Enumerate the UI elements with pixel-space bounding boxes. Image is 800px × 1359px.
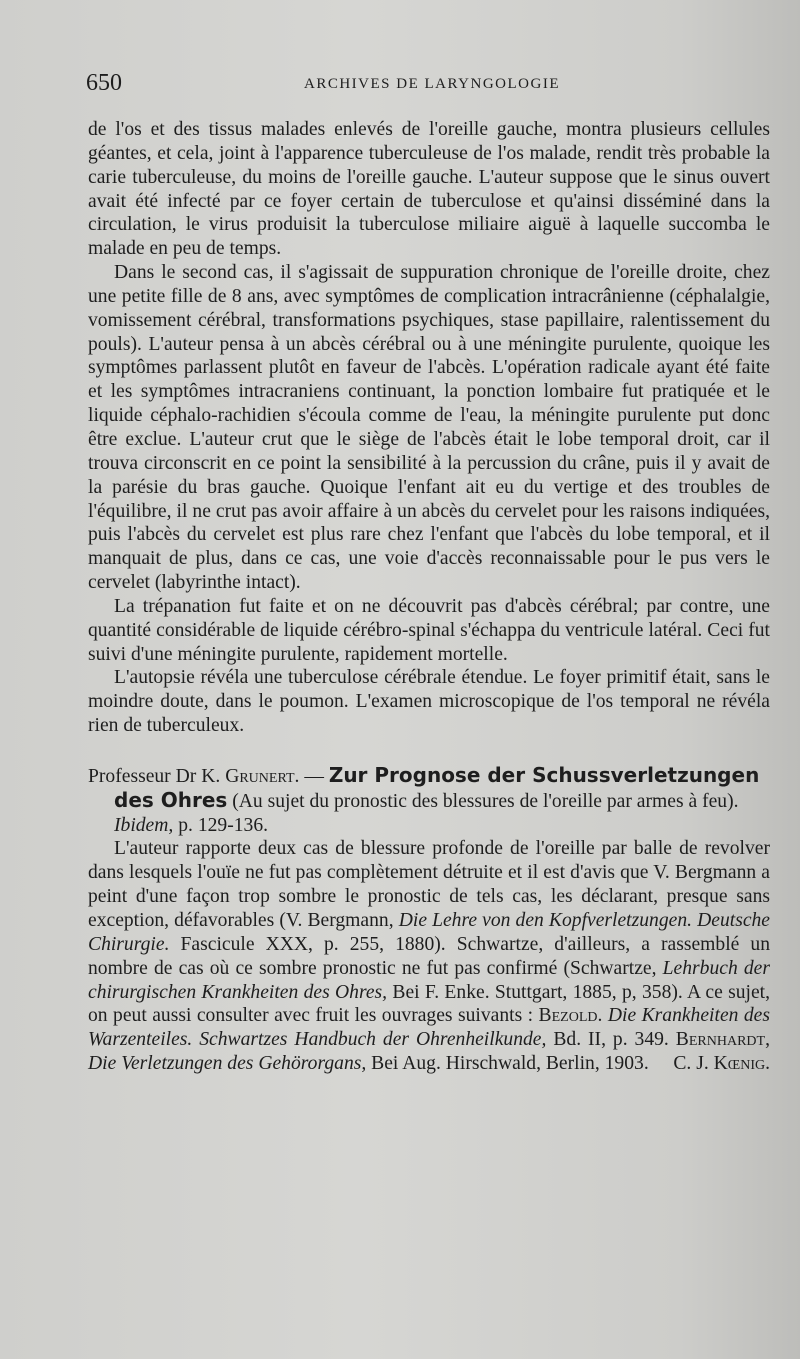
summary-text: L'auteur rapporte deux cas de blessure profonde de l'oreille par balle de revolver dans lesquels l'ouïe ne fut pas complètement détruite et il est d'avis que V. Bergmann a peint d'une façon trop sombre le pronostic de tels cas, les déclarant, presque sans exception, défavorables (V. Bergmann, (88, 838, 770, 931)
running-title: ARCHIVES DE LARYNGOLOGIE (304, 76, 560, 92)
reference-1-title: Die Lehre von den Kopfverletzungen. Deutsche Chirurgie. (88, 910, 771, 955)
article-source: Ibidem, (114, 814, 174, 836)
heading-dash: — (304, 765, 324, 787)
author-name: Grunert. (225, 765, 300, 787)
article-title-german: Zur Prognose der Schussverletzungen des Ohres (114, 762, 760, 812)
reference-3-title: Die Krankheiten des Warzenteiles. Schwartzes Handbuch der Ohrenheilkunde, (88, 1005, 770, 1051)
paragraph-continuation: de l'os et des tissus malades enlevés de l'oreille gauche, montra plusieurs cellules géantes, et cela, joint à l'apparence tuberculeuse de l'os malade, rendit très probable la carie tuberculeuse, du moins de l'oreille gauche. L'auteur suppose que le sinus ouvert avait été infecté par ce foyer certain de tuberculose et qu'ainsi disséminé dans la circulation, le virus produisit la tuberculose miliaire aiguë à laquelle succomba le malade en peu de temps. (88, 119, 770, 260)
article-heading (88, 764, 770, 838)
author-prefix: Professeur (88, 765, 171, 787)
reference-2-details: Bei F. Enke. Stuttgart, 1885, p, 358). A ce sujet, on peut aussi consulter avec fruit les ouvrages suivants : (88, 981, 770, 1027)
reference-3-author: Bezold. (538, 1005, 603, 1027)
author-title: Dr (175, 765, 197, 787)
reference-1-details: Fascicule XXX, p. 255, 1880). Schwartze, d'ailleurs, a rassemblé un nombre de cas où ce sombre pronostic ne fut pas confirmé (Schwartze, (88, 933, 770, 979)
reference-4-title: Die Verletzungen des Gehörorgans, (88, 1053, 367, 1075)
author-initial: K. (201, 765, 221, 787)
paragraph-second-case: Dans le second cas, il s'agissait de suppuration chronique de l'oreille droite, chez une petite fille de 8 ans, avec symptômes de complication intracrânienne (céphalalgie, vomissement cérébral, transformations psychiques, stase papillaire, ralentissement du pouls). L'auteur pensa à un abcès cérébral ou à une méningite purulente, quoique les symptômes parlassent plutôt en faveur de l'abcès. L'opération radicale ayant été faite et les symptômes intracraniens continuant, la ponction lombaire fut pratiquée et le liquide céphalo-rachidien s'écoula comme de l'eau, la méningite purulente put donc être exclue. L'auteur crut que le siège de l'abcès était le lobe temporal droit, car il trouva circonscrit en ce point la sensibilité à la percussion du crâne, puis il y avait de la parésie du bras gauche. Quoique l'enfant ait eu du vertige et des troubles de l'équilibre, il ne crut pas avoir affaire à un abcès du cervelet pour les raisons indiquées, puis l'abcès du cervelet est plus rare chez l'enfant que l'abcès du lobe temporal, et il manquait de plus, dans ce cas, une voie d'accès reconnaissable pour le pus vers le cervelet (labyrinthe intact). (88, 262, 770, 594)
reference-4-details: Bei Aug. Hirschwald, Berlin, 1903. (371, 1053, 649, 1075)
section-divider (88, 738, 770, 764)
page-header (86, 70, 776, 100)
article-title-french: (Au sujet du pronostic des blessures de l'oreille par armes à feu). (232, 790, 739, 812)
page-number: 650 (86, 70, 122, 96)
reference-4-author: Bernhardt, (675, 1029, 770, 1051)
article-summary (88, 837, 770, 1075)
reference-2-title: Lehrbuch der chirurgischen Krankheiten des Ohres, (88, 957, 770, 1003)
reference-3-details: Bd. II, p. 349. (553, 1029, 669, 1051)
paragraph-trepanation: La trépanation fut faite et on ne découvrit pas d'abcès cérébral; par contre, une quantité considérable de liquide cérébro-spinal s'échappa du ventricule latéral. Ceci fut suivi d'une méningite purulente, rapidement mortelle. (88, 595, 770, 665)
paragraph-autopsy: L'autopsie révéla une tuberculose cérébrale étendue. Le foyer primitif était, sans le moindre doute, dans le poumon. L'examen microscopique de l'os temporal ne révéla rien de tuberculeux. (88, 667, 770, 737)
article-pages: p. 129-136. (178, 814, 269, 836)
reviewer-signature: C. J. Kœnig. (673, 1053, 770, 1075)
body-text (88, 118, 770, 1076)
